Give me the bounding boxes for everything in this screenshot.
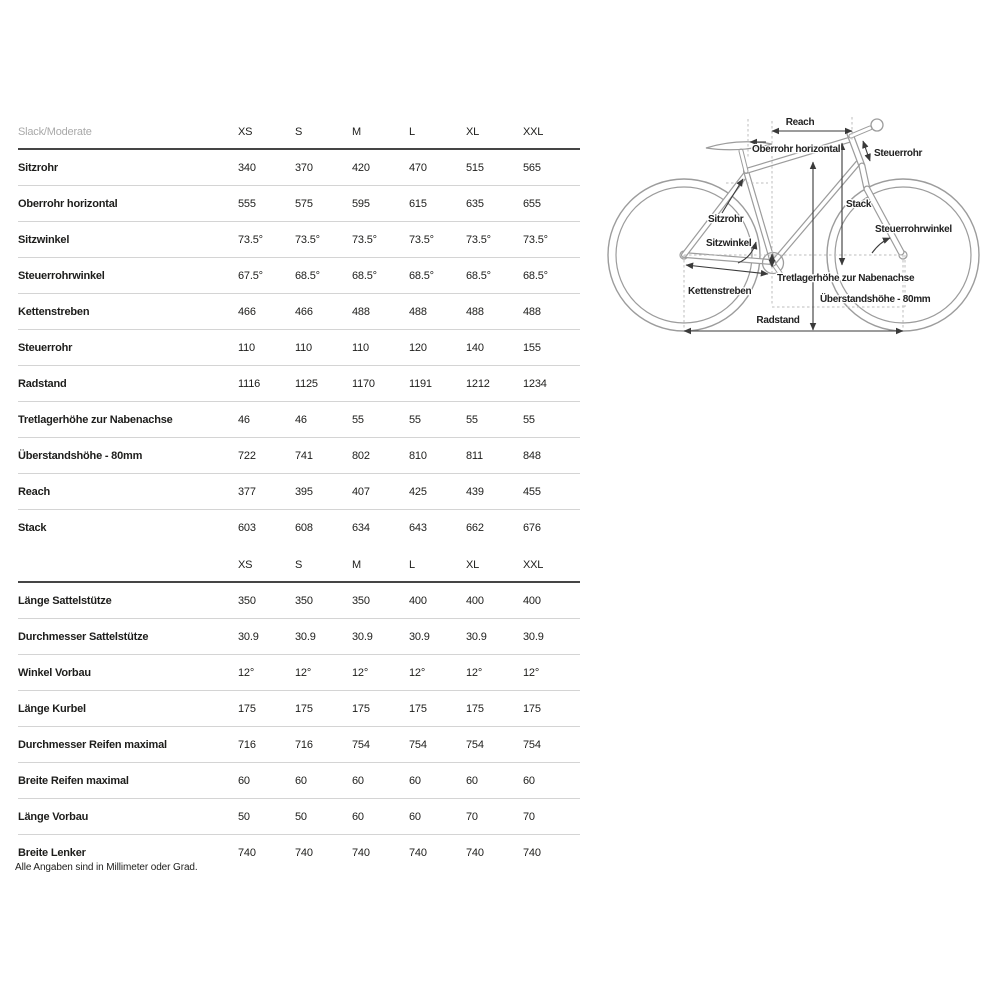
row-label: Stack xyxy=(18,521,47,534)
value-cell: 50 xyxy=(295,810,307,823)
value-cell: 55 xyxy=(523,413,535,426)
column-header: XL xyxy=(466,125,480,138)
value-cell: 754 xyxy=(409,738,427,751)
value-cell: 740 xyxy=(466,846,484,859)
value-cell: 55 xyxy=(352,413,364,426)
value-cell: 110 xyxy=(295,341,312,354)
value-cell: 565 xyxy=(523,161,541,174)
value-cell: 110 xyxy=(352,341,369,354)
value-cell: 488 xyxy=(352,305,370,318)
value-cell: 60 xyxy=(238,774,250,787)
value-cell: 488 xyxy=(466,305,484,318)
table-header-title: Slack/Moderate xyxy=(18,125,92,138)
value-cell: 740 xyxy=(238,846,256,859)
value-cell: 68.5° xyxy=(295,269,320,282)
value-cell: 662 xyxy=(466,521,484,534)
column-header: M xyxy=(352,125,361,138)
value-cell: 68.5° xyxy=(466,269,491,282)
value-cell: 848 xyxy=(523,449,541,462)
value-cell: 377 xyxy=(238,485,256,498)
row-label: Länge Vorbau xyxy=(18,810,89,823)
table-row xyxy=(18,727,580,763)
value-cell: 12° xyxy=(352,666,369,679)
column-header: L xyxy=(409,558,415,571)
row-label: Sitzwinkel xyxy=(18,233,70,246)
value-cell: 741 xyxy=(295,449,313,462)
value-cell: 810 xyxy=(409,449,427,462)
value-cell: 1212 xyxy=(466,377,490,390)
diagram-labels xyxy=(688,117,952,326)
value-cell: 30.9 xyxy=(238,630,259,643)
table-row xyxy=(18,438,580,474)
value-cell: 716 xyxy=(238,738,256,751)
value-cell: 420 xyxy=(352,161,370,174)
value-cell: 68.5° xyxy=(409,269,434,282)
value-cell: 60 xyxy=(352,774,364,787)
value-cell: 595 xyxy=(352,197,370,210)
value-cell: 60 xyxy=(409,774,421,787)
value-cell: 635 xyxy=(466,197,484,210)
diagram-label-kettenstreben: Kettenstreben xyxy=(688,286,752,297)
value-cell: 175 xyxy=(409,702,427,715)
value-cell: 425 xyxy=(409,485,427,498)
row-label: Länge Sattelstütze xyxy=(18,594,112,607)
row-label: Steuerrohrwinkel xyxy=(18,269,105,282)
value-cell: 740 xyxy=(523,846,541,859)
value-cell: 55 xyxy=(409,413,421,426)
value-cell: 811 xyxy=(466,449,483,462)
value-cell: 155 xyxy=(523,341,541,354)
row-label: Breite Reifen maximal xyxy=(18,774,129,787)
row-label: Reach xyxy=(18,485,51,498)
diagram-label-tretlagerhoehe: Tretlagerhöhe zur Nabenachse xyxy=(777,273,915,284)
value-cell: 575 xyxy=(295,197,313,210)
column-header: S xyxy=(295,125,303,138)
diagram-label-radstand: Radstand xyxy=(756,315,800,326)
value-cell: 12° xyxy=(295,666,312,679)
value-cell: 754 xyxy=(466,738,484,751)
value-cell: 73.5° xyxy=(295,233,320,246)
row-label: Überstandshöhe - 80mm xyxy=(18,449,143,462)
value-cell: 643 xyxy=(409,521,427,534)
table-row xyxy=(18,294,580,330)
value-cell: 455 xyxy=(523,485,541,498)
value-cell: 608 xyxy=(295,521,313,534)
table-section xyxy=(18,548,580,870)
table-row xyxy=(18,619,580,655)
value-cell: 1170 xyxy=(352,377,375,390)
value-cell: 140 xyxy=(466,341,484,354)
value-cell: 175 xyxy=(238,702,256,715)
row-label: Durchmesser Reifen maximal xyxy=(18,738,167,751)
row-label: Länge Kurbel xyxy=(18,702,86,715)
table-row xyxy=(18,330,580,366)
table-row xyxy=(18,186,580,222)
row-label: Radstand xyxy=(18,377,67,390)
table-header-row xyxy=(18,115,580,150)
geometry-table xyxy=(18,115,580,870)
value-cell: 46 xyxy=(295,413,307,426)
value-cell: 73.5° xyxy=(466,233,491,246)
table-body xyxy=(18,150,580,545)
value-cell: 676 xyxy=(523,521,541,534)
value-cell: 12° xyxy=(523,666,540,679)
diagram-label-steuerrohr: Steuerrohr xyxy=(874,148,923,159)
value-cell: 555 xyxy=(238,197,256,210)
column-header: XXL xyxy=(523,125,544,138)
value-cell: 175 xyxy=(352,702,370,715)
diagram-label-oberrohr: Oberrohr horizontal xyxy=(752,144,841,155)
value-cell: 60 xyxy=(409,810,421,823)
value-cell: 740 xyxy=(295,846,313,859)
table-row xyxy=(18,402,580,438)
value-cell: 400 xyxy=(409,594,427,607)
value-cell: 30.9 xyxy=(295,630,316,643)
value-cell: 754 xyxy=(352,738,370,751)
value-cell: 400 xyxy=(523,594,541,607)
row-label: Steuerrohr xyxy=(18,341,73,354)
row-label: Winkel Vorbau xyxy=(18,666,91,679)
value-cell: 73.5° xyxy=(409,233,434,246)
table-row xyxy=(18,366,580,402)
diagram-label-sitzrohr: Sitzrohr xyxy=(708,214,744,225)
table-section xyxy=(18,115,580,545)
value-cell: 12° xyxy=(238,666,255,679)
value-cell: 350 xyxy=(352,594,370,607)
value-cell: 407 xyxy=(352,485,370,498)
units-footnote: Alle Angaben sind in Millimeter oder Grad. xyxy=(15,862,198,873)
diagram-label-sitzwinkel: Sitzwinkel xyxy=(706,238,752,249)
value-cell: 67.5° xyxy=(238,269,263,282)
value-cell: 12° xyxy=(409,666,426,679)
value-cell: 634 xyxy=(352,521,370,534)
column-header: L xyxy=(409,125,415,138)
table-row xyxy=(18,691,580,727)
value-cell: 30.9 xyxy=(409,630,430,643)
row-label: Tretlagerhöhe zur Nabenachse xyxy=(18,413,173,426)
value-cell: 110 xyxy=(238,341,255,354)
value-cell: 488 xyxy=(409,305,427,318)
value-cell: 60 xyxy=(523,774,535,787)
value-cell: 68.5° xyxy=(352,269,377,282)
value-cell: 515 xyxy=(466,161,484,174)
value-cell: 73.5° xyxy=(523,233,548,246)
row-label: Breite Lenker xyxy=(18,846,86,859)
value-cell: 466 xyxy=(295,305,313,318)
bike-geometry-diagram xyxy=(600,95,1000,345)
value-cell: 1125 xyxy=(295,377,318,390)
value-cell: 175 xyxy=(523,702,541,715)
column-header: XS xyxy=(238,125,253,138)
table-row xyxy=(18,150,580,186)
value-cell: 716 xyxy=(295,738,313,751)
value-cell: 400 xyxy=(466,594,484,607)
value-cell: 603 xyxy=(238,521,256,534)
value-cell: 30.9 xyxy=(352,630,373,643)
value-cell: 70 xyxy=(523,810,535,823)
value-cell: 722 xyxy=(238,449,256,462)
value-cell: 120 xyxy=(409,341,427,354)
value-cell: 73.5° xyxy=(238,233,263,246)
column-header: S xyxy=(295,558,303,571)
value-cell: 30.9 xyxy=(523,630,544,643)
row-label: Durchmesser Sattelstütze xyxy=(18,630,149,643)
value-cell: 60 xyxy=(352,810,364,823)
value-cell: 350 xyxy=(295,594,313,607)
value-cell: 395 xyxy=(295,485,313,498)
diagram-label-steuerrohrwinkel: Steuerrohrwinkel xyxy=(875,224,952,235)
value-cell: 466 xyxy=(238,305,256,318)
value-cell: 340 xyxy=(238,161,256,174)
value-cell: 50 xyxy=(238,810,250,823)
value-cell: 350 xyxy=(238,594,256,607)
diagram-label-reach: Reach xyxy=(785,117,815,128)
value-cell: 740 xyxy=(409,846,427,859)
row-label: Sitzrohr xyxy=(18,161,58,174)
table-row xyxy=(18,583,580,619)
column-header: XXL xyxy=(523,558,544,571)
column-header: XL xyxy=(466,558,480,571)
value-cell: 802 xyxy=(352,449,370,462)
value-cell: 55 xyxy=(466,413,478,426)
value-cell: 46 xyxy=(238,413,250,426)
value-cell: 655 xyxy=(523,197,541,210)
table-row xyxy=(18,799,580,835)
value-cell: 754 xyxy=(523,738,541,751)
diagram-label-ueberstandshoehe: Überstandshöhe - 80mm xyxy=(820,294,931,305)
table-row xyxy=(18,655,580,691)
value-cell: 30.9 xyxy=(466,630,487,643)
table-row xyxy=(18,222,580,258)
value-cell: 370 xyxy=(295,161,313,174)
table-row xyxy=(18,258,580,294)
value-cell: 70 xyxy=(466,810,478,823)
value-cell: 68.5° xyxy=(523,269,548,282)
table-row xyxy=(18,474,580,510)
row-label: Kettenstreben xyxy=(18,305,90,318)
value-cell: 1116 xyxy=(238,377,261,390)
value-cell: 1191 xyxy=(409,377,432,390)
table-header-row xyxy=(18,548,580,583)
value-cell: 615 xyxy=(409,197,427,210)
value-cell: 1234 xyxy=(523,377,547,390)
value-cell: 470 xyxy=(409,161,427,174)
value-cell: 175 xyxy=(295,702,313,715)
table-row xyxy=(18,763,580,799)
column-header: M xyxy=(352,558,361,571)
value-cell: 740 xyxy=(352,846,370,859)
table-body xyxy=(18,583,580,870)
value-cell: 60 xyxy=(295,774,307,787)
value-cell: 439 xyxy=(466,485,484,498)
column-header: XS xyxy=(238,558,253,571)
value-cell: 175 xyxy=(466,702,484,715)
table-row xyxy=(18,510,580,545)
row-label: Oberrohr horizontal xyxy=(18,197,118,210)
value-cell: 60 xyxy=(466,774,478,787)
diagram-label-stack: Stack xyxy=(846,199,872,210)
value-cell: 488 xyxy=(523,305,541,318)
value-cell: 73.5° xyxy=(352,233,377,246)
value-cell: 12° xyxy=(466,666,483,679)
